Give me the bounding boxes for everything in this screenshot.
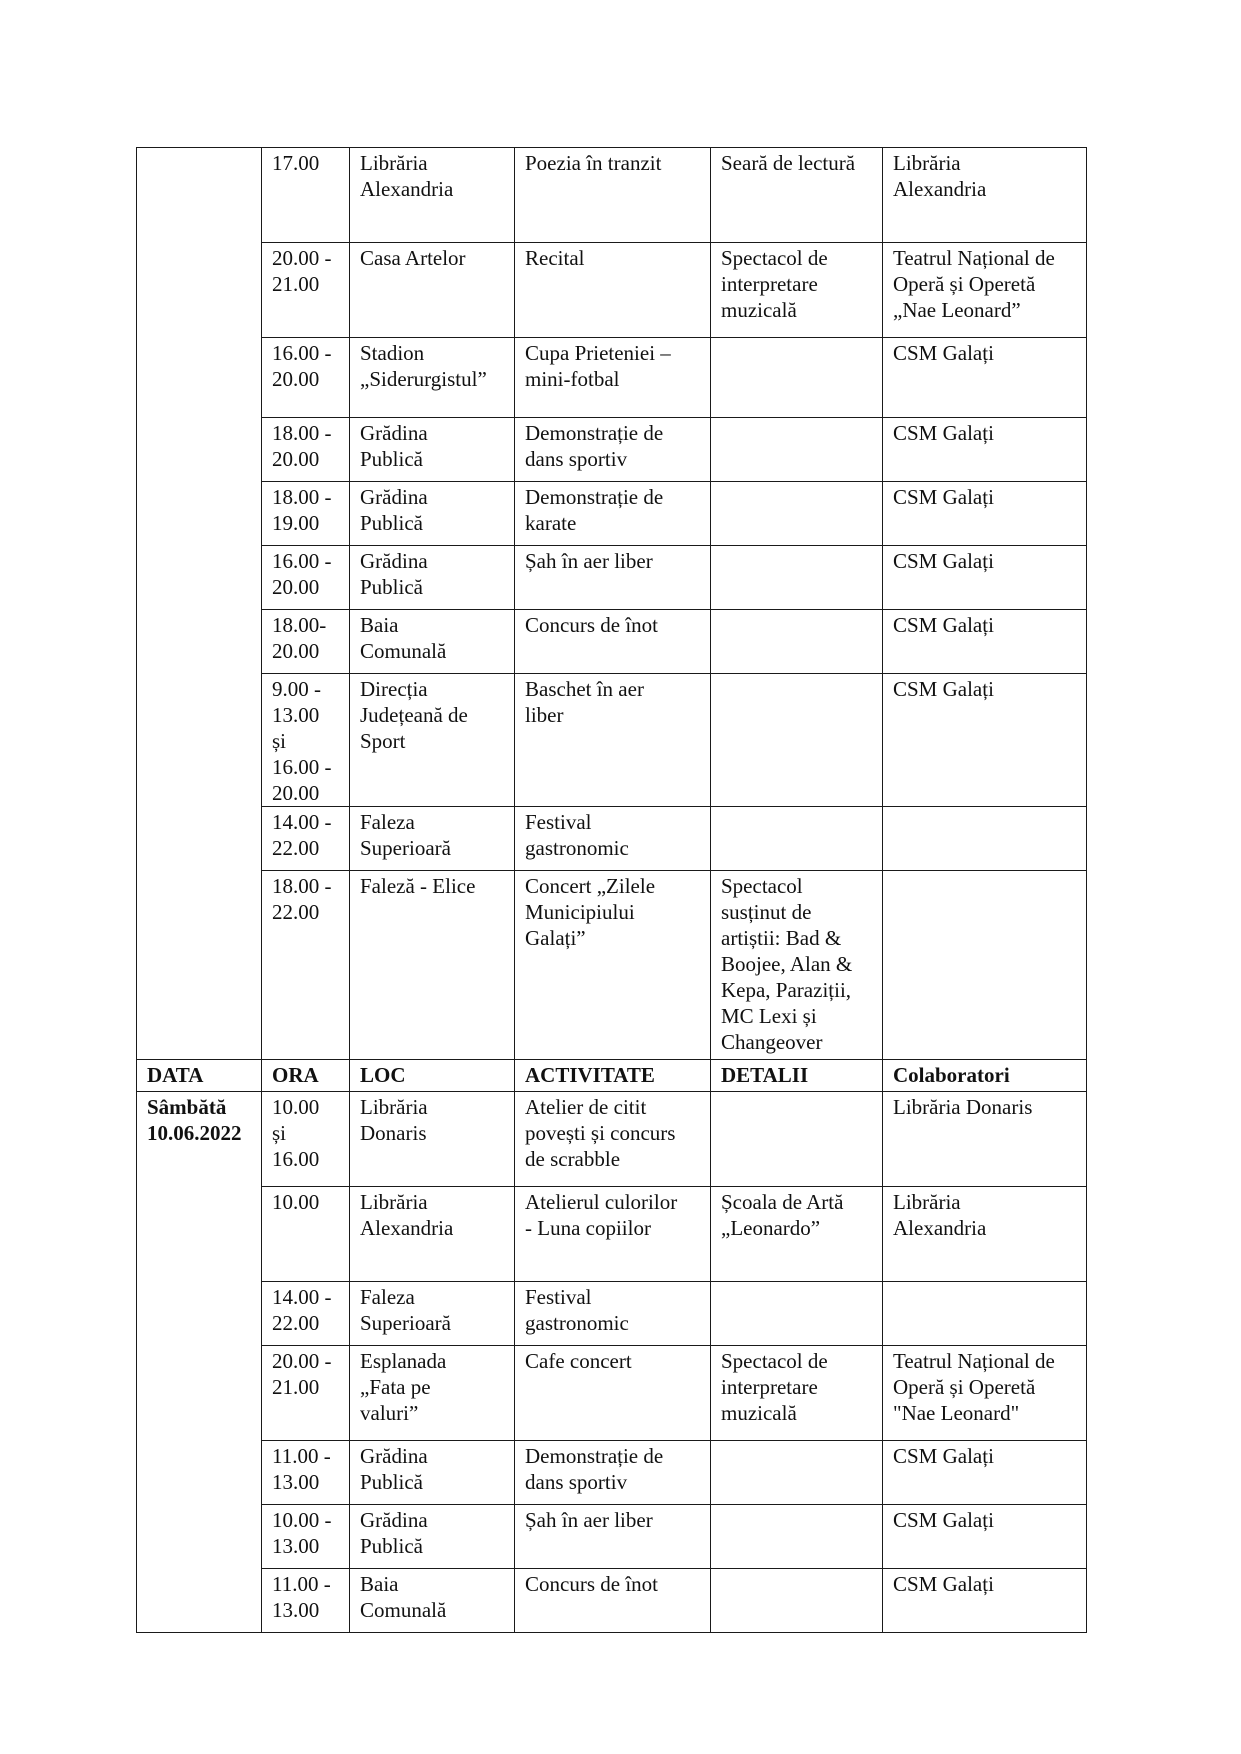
ora-cell: 20.00 - 21.00 <box>262 1346 350 1441</box>
table-row <box>137 1187 1087 1282</box>
detalii-cell <box>711 418 883 482</box>
colaboratori-cell: CSM Galați <box>883 1569 1087 1633</box>
detalii-cell <box>711 482 883 546</box>
table-row <box>137 674 1087 807</box>
loc-cell: Grădina Publică <box>350 1505 515 1569</box>
header-colaboratori: Colaboratori <box>883 1060 1087 1092</box>
table-row <box>137 546 1087 610</box>
ora-cell: 20.00 - 21.00 <box>262 243 350 338</box>
detalii-cell <box>711 338 883 418</box>
loc-cell: Stadion „Siderurgistul” <box>350 338 515 418</box>
loc-cell: Direcția Județeană de Sport <box>350 674 515 807</box>
ora-cell: 18.00 - 20.00 <box>262 418 350 482</box>
colaboratori-cell: Librăria Donaris <box>883 1092 1087 1187</box>
ora-cell: 18.00- 20.00 <box>262 610 350 674</box>
colaboratori-cell: CSM Galați <box>883 1441 1087 1505</box>
loc-cell: Librăria Alexandria <box>350 1187 515 1282</box>
table-row <box>137 610 1087 674</box>
activitate-cell: Recital <box>515 243 711 338</box>
colaboratori-cell <box>883 1282 1087 1346</box>
loc-cell: Casa Artelor <box>350 243 515 338</box>
activitate-cell: Demonstrație de karate <box>515 482 711 546</box>
colaboratori-cell <box>883 871 1087 1060</box>
detalii-cell <box>711 1441 883 1505</box>
detalii-cell <box>711 674 883 807</box>
ora-cell: 14.00 - 22.00 <box>262 1282 350 1346</box>
colaboratori-cell: Librăria Alexandria <box>883 1187 1087 1282</box>
table-row <box>137 243 1087 338</box>
colaboratori-cell <box>883 807 1087 871</box>
detalii-cell: Spectacol susținut de artiștii: Bad & Boojee, Alan & Kepa, Paraziții, MC Lexi și Changeover <box>711 871 883 1060</box>
table-row <box>137 418 1087 482</box>
schedule-table <box>136 147 1087 1633</box>
table-row <box>137 1092 1087 1187</box>
detalii-cell <box>711 1505 883 1569</box>
header-data: DATA <box>137 1060 262 1092</box>
loc-cell: Grădina Publică <box>350 418 515 482</box>
table-row <box>137 1282 1087 1346</box>
date-cell-empty <box>137 148 262 1060</box>
table-row <box>137 1505 1087 1569</box>
colaboratori-cell: CSM Galați <box>883 546 1087 610</box>
activitate-cell: Baschet în aer liber <box>515 674 711 807</box>
activitate-cell: Cafe concert <box>515 1346 711 1441</box>
header-ora: ORA <box>262 1060 350 1092</box>
activitate-cell: Atelier de citit povești și concurs de scrabble <box>515 1092 711 1187</box>
header-activitate: ACTIVITATE <box>515 1060 711 1092</box>
detalii-cell <box>711 1569 883 1633</box>
loc-cell: Grădina Publică <box>350 482 515 546</box>
ora-cell: 10.00 - 13.00 <box>262 1505 350 1569</box>
activitate-cell: Festival gastronomic <box>515 807 711 871</box>
colaboratori-cell: Teatrul Național de Operă și Operetă "Nae Leonard" <box>883 1346 1087 1441</box>
activitate-cell: Demonstrație de dans sportiv <box>515 1441 711 1505</box>
detalii-cell <box>711 1282 883 1346</box>
ora-cell: 11.00 - 13.00 <box>262 1569 350 1633</box>
header-detalii: DETALII <box>711 1060 883 1092</box>
activitate-cell: Poezia în tranzit <box>515 148 711 243</box>
ora-cell: 9.00 - 13.00 și 16.00 - 20.00 <box>262 674 350 807</box>
table-row <box>137 1346 1087 1441</box>
loc-cell: Esplanada „Fata pe valuri” <box>350 1346 515 1441</box>
activitate-cell: Șah în aer liber <box>515 1505 711 1569</box>
detalii-cell <box>711 610 883 674</box>
table-row <box>137 148 1087 243</box>
ora-cell: 16.00 - 20.00 <box>262 546 350 610</box>
colaboratori-cell: CSM Galați <box>883 338 1087 418</box>
loc-cell: Grădina Publică <box>350 1441 515 1505</box>
activitate-cell: Concurs de înot <box>515 610 711 674</box>
ora-cell: 14.00 - 22.00 <box>262 807 350 871</box>
colaboratori-cell: CSM Galați <box>883 418 1087 482</box>
colaboratori-cell: Librăria Alexandria <box>883 148 1087 243</box>
activitate-cell: Atelierul culorilor - Luna copiilor <box>515 1187 711 1282</box>
table-row <box>137 1441 1087 1505</box>
loc-cell: Librăria Alexandria <box>350 148 515 243</box>
activitate-cell: Demonstrație de dans sportiv <box>515 418 711 482</box>
activitate-cell: Cupa Prieteniei – mini-fotbal <box>515 338 711 418</box>
schedule-body <box>137 148 1087 1633</box>
ora-cell: 17.00 <box>262 148 350 243</box>
date-cell: Sâmbătă 10.06.2022 <box>137 1092 262 1633</box>
detalii-cell: Spectacol de interpretare muzicală <box>711 243 883 338</box>
table-row <box>137 871 1087 1060</box>
colaboratori-cell: CSM Galați <box>883 674 1087 807</box>
colaboratori-cell: CSM Galați <box>883 482 1087 546</box>
activitate-cell: Concert „Zilele Municipiului Galați” <box>515 871 711 1060</box>
loc-cell: Faleza Superioară <box>350 807 515 871</box>
colaboratori-cell: Teatrul Național de Operă și Operetă „Nae Leonard” <box>883 243 1087 338</box>
activitate-cell: Festival gastronomic <box>515 1282 711 1346</box>
detalii-cell <box>711 546 883 610</box>
activitate-cell: Concurs de înot <box>515 1569 711 1633</box>
ora-cell: 10.00 și 16.00 <box>262 1092 350 1187</box>
detalii-cell <box>711 807 883 871</box>
table-row <box>137 482 1087 546</box>
ora-cell: 16.00 - 20.00 <box>262 338 350 418</box>
table-row <box>137 338 1087 418</box>
ora-cell: 10.00 <box>262 1187 350 1282</box>
detalii-cell <box>711 1092 883 1187</box>
header-loc: LOC <box>350 1060 515 1092</box>
ora-cell: 11.00 - 13.00 <box>262 1441 350 1505</box>
colaboratori-cell: CSM Galați <box>883 1505 1087 1569</box>
detalii-cell: Spectacol de interpretare muzicală <box>711 1346 883 1441</box>
loc-cell: Baia Comunală <box>350 1569 515 1633</box>
table-header-row <box>137 1060 1087 1092</box>
ora-cell: 18.00 - 22.00 <box>262 871 350 1060</box>
ora-cell: 18.00 - 19.00 <box>262 482 350 546</box>
table-row <box>137 807 1087 871</box>
loc-cell: Librăria Donaris <box>350 1092 515 1187</box>
colaboratori-cell: CSM Galați <box>883 610 1087 674</box>
table-row <box>137 1569 1087 1633</box>
detalii-cell: Seară de lectură <box>711 148 883 243</box>
loc-cell: Baia Comunală <box>350 610 515 674</box>
activitate-cell: Șah în aer liber <box>515 546 711 610</box>
loc-cell: Grădina Publică <box>350 546 515 610</box>
loc-cell: Faleza Superioară <box>350 1282 515 1346</box>
detalii-cell: Școala de Artă „Leonardo” <box>711 1187 883 1282</box>
loc-cell: Faleză - Elice <box>350 871 515 1060</box>
